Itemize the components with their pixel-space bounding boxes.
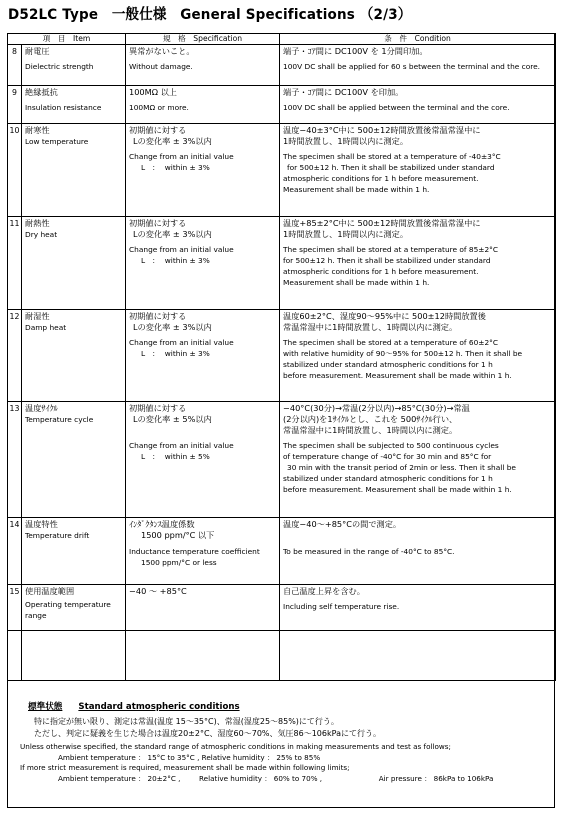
spec-line: 初期値に対する [129,125,187,135]
row-number: 9 [8,86,22,124]
spec-line: Lの変化率 ± 3%以内 [133,322,212,332]
cond-line: 1時間放置し、1時間以内に測定。 [283,136,409,146]
row-number: 10 [8,124,22,217]
spec-table [7,33,556,681]
standard-jp-line: 特に指定が無い限り、測定は常温(温度 15〜35°C)、常湿(湿度25〜85%)にて行う。 [34,716,339,726]
item-en: Insulation resistance [25,103,102,112]
cond-line: stabilized under standard atmospheric conditions for 1 h [283,360,493,369]
header-spec: 規 格 Specification [126,34,280,45]
item-en: Dielectric strength [25,62,94,71]
cond-line: The specimen shall be stored at a temperature of 85±2°C [283,245,499,254]
standard-en-line: If more strict measurement is required, measurement shall be made within following limits; [20,763,350,773]
item-en: Temperature cycle [25,415,94,424]
cond-line: The specimen shall be stored at a temperature of -40±3°C [283,152,501,161]
table-row [8,518,556,585]
spec-line: Change from an initial value [129,245,234,254]
cond-line: before measurement. Measurement shall be made within 1 h. [283,485,512,494]
spec-line: ｲﾝﾀﾞｸﾀﾝｽ温度係数 [129,519,195,529]
table-row [8,217,556,310]
item-jp: 耐寒性 [25,125,50,135]
item-jp: 絶縁抵抗 [25,87,58,97]
spec-line: Inductance temperature coefficient [129,547,260,556]
item-en: Low temperature [25,137,89,146]
spec-line: Lの変化率 ± 5%以内 [133,414,212,424]
humidity-strict: Relative humidity ： 60% to 70% , [199,774,323,784]
cond-line: 常温常湿中に1時間放置し、1時間以内に測定。 [283,322,458,332]
row-number: 13 [8,402,22,518]
spec-line: 初期値に対する [129,403,187,413]
item-jp: 温度特性 [25,519,58,529]
row-number: 12 [8,310,22,402]
air-pressure: Air pressure ： 86kPa to 106kPa [378,774,494,784]
item-jp: 耐熱性 [25,218,50,228]
cond-line: atmospheric conditions for 1 h before measurement. [283,174,479,183]
spec-line: Without damage. [129,62,193,71]
spec-line: Change from an initial value [129,441,234,450]
cond-line: Including self temperature rise. [283,602,400,611]
standard-title-jp: 標準状態 [28,702,63,712]
cond-line: 温度60±2°C、湿度90〜95%中に 500±12時間放置後 [283,311,486,321]
spec-line: 初期値に対する [129,311,187,321]
header-condition: 条 件 Condition [280,34,556,45]
standard-conditions [20,702,540,785]
item-en: Operating temperature range [25,600,111,620]
cond-line: The specimen shall be subjected to 500 continuous cycles [283,441,499,450]
item-jp: 温度ｻｲｸﾙ [25,403,58,413]
cond-line: for 500±12 h. Then it shall be stabilized under standard [283,256,491,265]
standard-title [28,702,540,713]
cond-line: 100V DC shall be applied between the terminal and the core. [283,103,510,112]
cond-line: Measurement shall be made within 1 h. [283,185,430,194]
cond-line: 温度+85±2°C中に 500±12時間放置後常温常湿中に [283,218,481,228]
spec-line: Change from an initial value [129,152,234,161]
spec-line: −40 〜 +85°C [129,586,187,596]
table-header [8,34,556,45]
spec-line: L : within ± 3% [141,256,210,265]
table-row [8,45,556,86]
table-row [8,124,556,217]
item-en: Temperature drift [25,531,90,540]
spec-line: Change from an initial value [129,338,234,347]
table-row [8,402,556,518]
table-row [8,310,556,402]
cond-line: stabilized under standard atmospheric conditions for 1 h [283,474,493,483]
spec-line: 1500 ppm/°C 以下 [141,530,215,540]
cond-line: for 500±12 h. Then it shall be stabilized under standard [287,163,495,172]
standard-title-en: Standard atmospheric conditions [78,702,240,712]
cond-line: 端子・ｺｱ間に DC100V を 1分間印加。 [283,46,428,56]
standard-en-line [58,774,540,785]
cond-line: 自己温度上昇を含む。 [283,586,365,596]
empty-row [8,631,556,681]
header-item: 項 目 Item [8,34,126,45]
standard-en-line: Ambient temperature ： 15°C to 35°C , Relative humidity ： 25% to 85% [58,752,321,762]
table-row [8,86,556,124]
spec-line: Lの変化率 ± 3%以内 [133,136,212,146]
cond-line: Measurement shall be made within 1 h. [283,278,430,287]
cond-line: 温度−40±3°C中に 500±12時間放置後常温常湿中に [283,125,481,135]
standard-en-line: Unless otherwise specified, the standard range of atmospheric conditions in making measurements and test as follows; [20,741,451,751]
spec-line: 初期値に対する [129,218,187,228]
spec-line: 100MΩ 以上 [129,87,177,97]
cond-line: of temperature change of -40°C for 30 min and 85°C for [283,452,492,461]
table-row [8,585,556,631]
cond-line: 100V DC shall be applied for 60 s between the terminal and the core. [283,62,541,71]
row-number: 14 [8,518,22,585]
ambient-temp-strict: Ambient temperature ： 20±2°C , [58,774,181,784]
item-jp: 耐湿性 [25,311,50,321]
spec-line: 100MΩ or more. [129,103,189,112]
cond-line: −40°C(30分)→常温(2分以内)→85°C(30分)→常温 [283,403,470,413]
document-title: D52LC Type 一般仕様 General Specifications （2/3） [8,7,412,23]
cond-line: 端子・ｺｱ間に DC100V を印加。 [283,87,404,97]
spec-line: Lの変化率 ± 3%以内 [133,229,212,239]
spec-line: 異常がないこと。 [129,46,195,56]
cond-line: 30 min with the transit period of 2min or less. Then it shall be [287,463,516,472]
cond-line: with relative humidity of 90〜95% for 500±12 h. Then it shall be [283,349,523,358]
cond-line: atmospheric conditions for 1 h before measurement. [283,267,479,276]
cond-line: 1時間放置し、1時間以内に測定。 [283,229,409,239]
cond-line: before measurement. Measurement shall be made within 1 h. [283,371,512,380]
row-number: 11 [8,217,22,310]
item-jp: 耐電圧 [25,46,50,56]
cond-line: The specimen shall be stored at a temperature of 60±2°C [283,338,499,347]
spec-line: 1500 ppm/°C or less [141,558,217,567]
cond-line: 温度−40〜+85°Cの間で測定。 [283,519,402,529]
row-number: 8 [8,45,22,86]
cond-line: 常温常湿中に1時間放置し、1時間以内に測定。 [283,425,458,435]
item-jp: 使用温度範囲 [25,586,75,596]
item-en: Damp heat [25,323,67,332]
spec-line: L : within ± 3% [141,349,210,358]
item-en: Dry heat [25,230,58,239]
cond-line: To be measured in the range of -40°C to 85°C. [283,547,455,556]
spec-line: L : within ± 3% [141,163,210,172]
spec-line: L : within ± 5% [141,452,210,461]
standard-jp-line: ただし、判定に疑義を生じた場合は温度20±2°C、湿度60〜70%、気圧86〜106kPaにて行う。 [34,728,381,738]
cond-line: (2分以内)を1ｻｲｸﾙとし、これを 500ｻｲｸﾙ行い、 [283,414,458,424]
row-number: 15 [8,585,22,631]
